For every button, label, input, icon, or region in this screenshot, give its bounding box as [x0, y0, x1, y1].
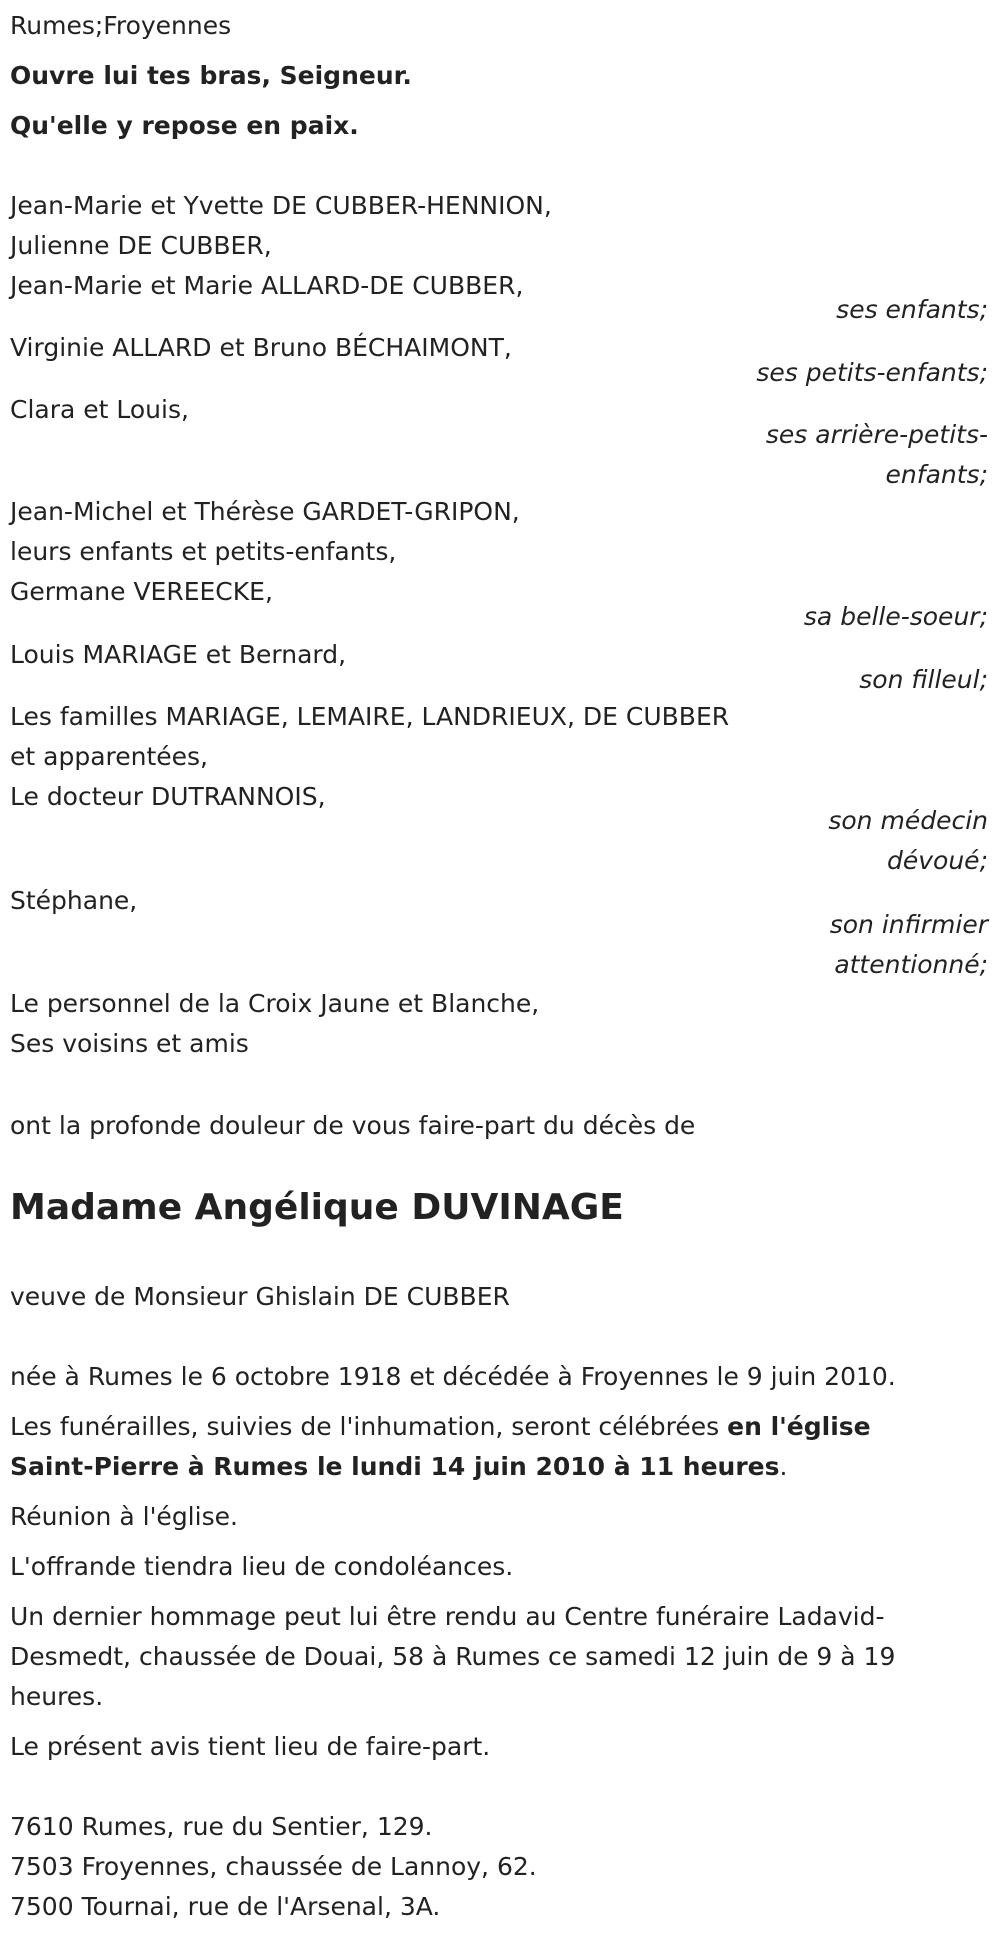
relation-label: son médecin [828, 806, 988, 835]
hommage-line: Un dernier hommage peut lui être rendu au Centre funéraire Ladavid- [10, 1602, 885, 1631]
relation-label: son filleul; [859, 665, 988, 694]
family-line: Le personnel de la Croix Jaune et Blanche, [10, 989, 540, 1018]
family-line: Stéphane, [10, 886, 138, 915]
widow-of: veuve de Monsieur Ghislain DE CUBBER [10, 1282, 510, 1311]
verse-line-1: Ouvre lui tes bras, Seigneur. [10, 61, 412, 90]
family-line: Jean-Marie et Yvette DE CUBBER-HENNION, [10, 191, 552, 220]
relation-label: ses petits-enfants; [756, 358, 988, 387]
deceased-name: Madame Angélique DUVINAGE [10, 1187, 624, 1228]
funeral-line-1 [10, 1407, 871, 1447]
relation-label: attentionné; [834, 950, 988, 979]
funeral-date: Saint-Pierre à Rumes le lundi 14 juin 2010 à 11 heures [10, 1452, 780, 1481]
relation-label: enfants; [885, 460, 988, 489]
funeral-line-2 [10, 1447, 787, 1487]
avis: Le présent avis tient lieu de faire-part. [10, 1732, 491, 1761]
funeral-place: en l'église [727, 1412, 871, 1441]
family-line: Jean-Michel et Thérèse GARDET-GRIPON, [10, 497, 520, 526]
funeral-text: Les funérailles, suivies de l'inhumation, seront célébrées [10, 1412, 728, 1441]
family-line: Germane VEREECKE, [10, 577, 273, 606]
address-line: 7610 Rumes, rue du Sentier, 129. [10, 1812, 433, 1841]
relation-label: son infirmier [829, 910, 988, 939]
announcement: ont la profonde douleur de vous faire-part du décès de [10, 1111, 696, 1140]
family-line: leurs enfants et petits-enfants, [10, 537, 397, 566]
hommage-line: heures. [10, 1682, 104, 1711]
relation-label: ses arrière-petits- [765, 420, 988, 449]
family-line: Louis MARIAGE et Bernard, [10, 640, 347, 669]
family-line: Virginie ALLARD et Bruno BÉCHAIMONT, [10, 333, 512, 362]
address-line: 7503 Froyennes, chaussée de Lannoy, 62. [10, 1852, 537, 1881]
family-line: Les familles MARIAGE, LEMAIRE, LANDRIEUX, DE CUBBER [10, 702, 730, 731]
birth-death-dates: née à Rumes le 6 octobre 1918 et décédée à Froyennes le 9 juin 2010. [10, 1362, 896, 1391]
verse-line-2: Qu'elle y repose en paix. [10, 111, 359, 140]
family-line: et apparentées, [10, 742, 208, 771]
relation-label: dévoué; [887, 846, 988, 875]
family-line: Ses voisins et amis [10, 1029, 249, 1058]
address-line: 7500 Tournai, rue de l'Arsenal, 3A. [10, 1892, 441, 1921]
family-line: Julienne DE CUBBER, [10, 231, 272, 260]
family-line: Jean-Marie et Marie ALLARD-DE CUBBER, [10, 271, 524, 300]
family-line: Le docteur DUTRANNOIS, [10, 782, 326, 811]
relation-label: sa belle-soeur; [803, 602, 988, 631]
reunion: Réunion à l'église. [10, 1502, 238, 1531]
hommage-line: Desmedt, chaussée de Douai, 58 à Rumes ce samedi 12 juin de 9 à 19 [10, 1642, 896, 1671]
relation-label: ses enfants; [836, 295, 988, 324]
family-line: Clara et Louis, [10, 395, 189, 424]
funeral-period: . [779, 1452, 788, 1481]
location: Rumes;Froyennes [10, 11, 232, 40]
offrande: L'offrande tiendra lieu de condoléances. [10, 1552, 514, 1581]
